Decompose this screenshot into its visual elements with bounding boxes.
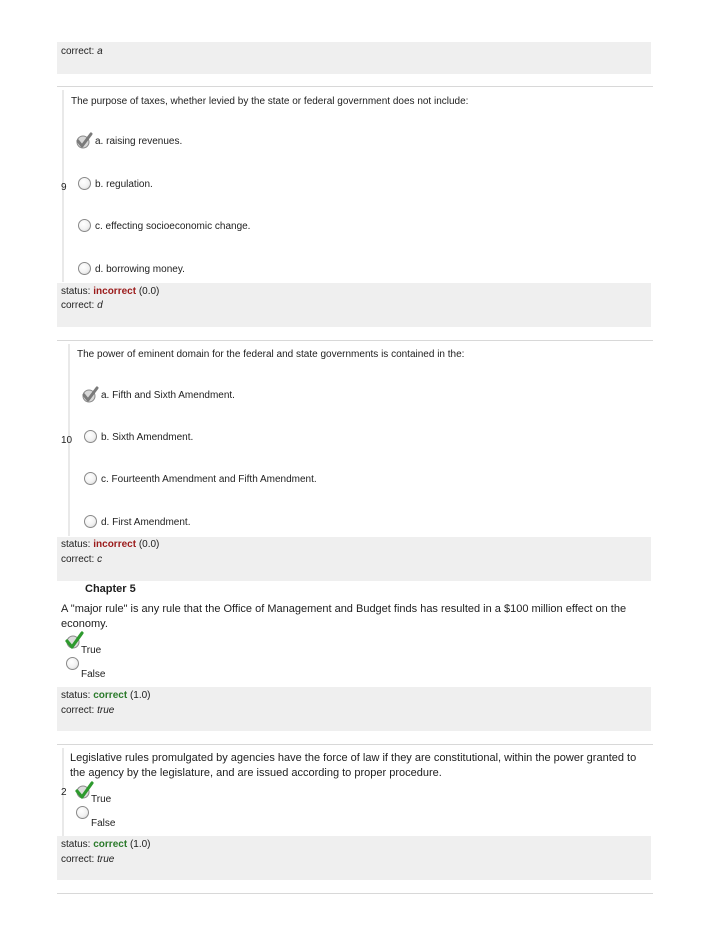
- c5q2-question-text: Legislative rules promulgated by agencies have the force of law if they are constitutional, within the power granted to the agency by the legislature, and are issued according to proper procedure.: [70, 752, 637, 779]
- c5q1-question-text: A "major rule" is any rule that the Office of Management and Budget finds has resulted in a $100 million effect on the economy.: [61, 603, 627, 630]
- c5q2-radio-false[interactable]: [76, 806, 89, 819]
- q10-question-text: The power of eminent domain for the federal and state governments is contained in the:: [77, 349, 465, 360]
- c5q2-status-line: [61, 838, 151, 852]
- correct-label: correct:: [61, 554, 95, 565]
- score: (1.0): [129, 690, 151, 701]
- q10-correct-line: [61, 553, 102, 567]
- chapter-heading: Chapter 5: [85, 583, 136, 595]
- divider: [57, 86, 653, 87]
- q9-option-d[interactable]: d. borrowing money.: [95, 264, 185, 275]
- c5q1-radio-false[interactable]: [66, 657, 79, 670]
- q9-option-a[interactable]: a. raising revenues.: [95, 136, 183, 147]
- correct-label: correct:: [61, 705, 95, 716]
- correct-label: correct:: [61, 854, 95, 865]
- q9-question-text: The purpose of taxes, whether levied by the state or federal government does not include:: [71, 96, 469, 107]
- q9-radio-d[interactable]: [78, 262, 91, 275]
- correct-value: true: [97, 705, 115, 716]
- q10-option-c[interactable]: c. Fourteenth Amendment and Fifth Amendment.: [101, 474, 317, 485]
- q9-radio-b[interactable]: [78, 177, 91, 190]
- c5q1-status-line: [61, 689, 151, 703]
- q10-radio-b[interactable]: [84, 430, 97, 443]
- status-label: status:: [61, 539, 91, 550]
- status-label: status:: [61, 690, 91, 701]
- divider: [57, 340, 653, 341]
- c5q2-correct-line: [61, 853, 114, 867]
- q10-number: 10: [61, 435, 73, 446]
- q9-radio-c[interactable]: [78, 219, 91, 232]
- q9-correct-line: [61, 299, 103, 313]
- c5q2-option-false[interactable]: False: [91, 818, 116, 829]
- correct-value: a: [97, 46, 103, 57]
- score: (1.0): [129, 839, 151, 850]
- score: (0.0): [138, 286, 160, 297]
- status-value: correct: [93, 690, 128, 701]
- score: (0.0): [138, 539, 160, 550]
- q10-option-d[interactable]: d. First Amendment.: [101, 517, 191, 528]
- gray-check-icon: [80, 385, 100, 405]
- correct-value: d: [97, 300, 103, 311]
- correct-label: correct:: [61, 46, 95, 57]
- top-feedback-panel: [57, 42, 651, 74]
- q10-status-line: [61, 538, 159, 552]
- q9-option-b[interactable]: b. regulation.: [95, 179, 153, 190]
- q9-option-c[interactable]: c. effecting socioeconomic change.: [95, 221, 251, 232]
- status-value: incorrect: [93, 539, 137, 550]
- status-label: status:: [61, 286, 91, 297]
- c5q1-option-true[interactable]: True: [81, 645, 102, 656]
- gray-check-icon: [74, 131, 94, 151]
- status-label: status:: [61, 839, 91, 850]
- c5q2-option-true[interactable]: True: [91, 794, 112, 805]
- q10-radio-d[interactable]: [84, 515, 97, 528]
- c5q1-option-false[interactable]: False: [81, 669, 106, 680]
- correct-value: c: [97, 554, 103, 565]
- q9-number: 9: [61, 182, 67, 193]
- correct-value: true: [97, 854, 115, 865]
- correct-label: correct:: [61, 300, 95, 311]
- q10-radio-c[interactable]: [84, 472, 97, 485]
- divider: [57, 744, 653, 745]
- divider: [57, 893, 653, 894]
- status-value: correct: [93, 839, 128, 850]
- q10-option-b[interactable]: b. Sixth Amendment.: [101, 432, 194, 443]
- status-value: incorrect: [93, 286, 137, 297]
- c5q1-correct-line: [61, 704, 114, 718]
- c5q2-number: 2: [61, 787, 67, 798]
- q10-option-a[interactable]: a. Fifth and Sixth Amendment.: [101, 390, 235, 401]
- top-correct-line: [61, 45, 103, 59]
- q9-status-line: [61, 285, 159, 299]
